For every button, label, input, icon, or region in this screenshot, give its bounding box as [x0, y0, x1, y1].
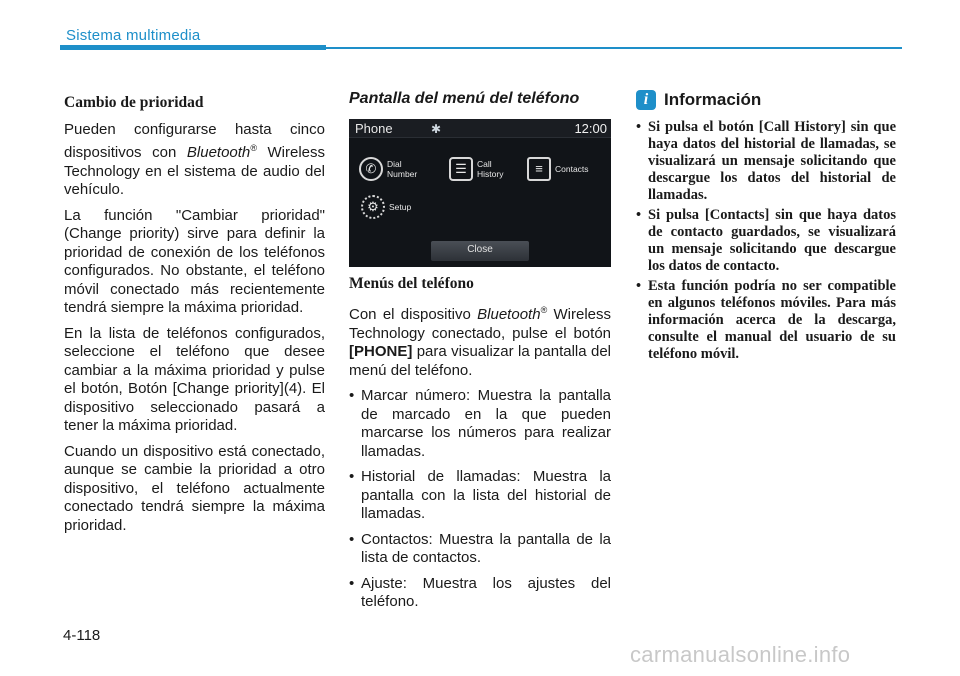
info-list	[636, 119, 896, 363]
list-item: • Contactos: Muestra la pantalla de la lista de contactos.	[349, 531, 611, 568]
list-item: • Si pulsa el botón [Call History] sin que haya datos del historial de llamadas, se visualizará un mensaje solicitando que descargue los datos del historial de llamadas.	[636, 119, 896, 204]
call-history-icon: ☰	[449, 157, 473, 181]
paragraph-1	[64, 121, 325, 200]
page-number: 4-118	[63, 627, 101, 644]
screen-status-bar	[349, 119, 611, 138]
paragraph-3: En la lista de teléfonos configurados, seleccione el teléfono que desee cambiar a la máxima prioridad y pulse el botón, Botón [Change priority](4). El dispositivo seleccionado pasará a tener la máxima prioridad.	[64, 324, 325, 434]
column-right	[636, 90, 896, 366]
screen-clock: 12:00	[574, 120, 607, 136]
column-left	[64, 90, 325, 542]
close-button: Close	[431, 241, 529, 261]
contacts-icon: ≡	[527, 157, 551, 181]
info-title: Información	[664, 89, 762, 109]
paragraph-4: Cuando un dispositivo está conectado, aunque se cambie la prioridad a otro dispositivo, el teléfono actualmente conectado tendrá siempre la máxima prioridad.	[64, 442, 325, 534]
info-header	[636, 90, 896, 110]
phone-key-label: [PHONE]	[349, 343, 413, 360]
section-header-title: Sistema multimedia	[66, 27, 201, 44]
bluetooth-icon: ✱	[431, 121, 442, 136]
call-history-button: ☰ Call History	[449, 157, 503, 181]
dial-number-button: ✆ Dial Number	[359, 157, 417, 181]
setup-button: ⚙ Setup	[361, 195, 411, 219]
text: Pueden configurarse hasta cinco dispositivos con	[64, 120, 325, 161]
text: Wireless Technology en el sistema de audio del vehículo.	[64, 144, 326, 198]
brand-bluetooth: Bluetooth®	[186, 143, 257, 161]
column-middle	[349, 90, 611, 619]
info-icon: i	[636, 90, 656, 110]
heading-menus-telefono: Menús del teléfono	[349, 274, 474, 292]
heading-cambio-prioridad: Cambio de prioridad	[64, 94, 204, 111]
paragraph-phone-menu: Con el dispositivo Bluetooth® Wireless Technology conectado, pulse el botón [PHONE] para visualizar la pantalla del menú del teléfono.	[349, 305, 611, 379]
gear-icon: ⚙	[361, 195, 385, 219]
brand-bluetooth: Bluetooth®	[477, 305, 548, 323]
phone-menu-screenshot	[349, 119, 611, 267]
list-item: • Si pulsa [Contacts] sin que haya datos de contacto guardados, se visualizará un mensaje solicitando que descargue los datos de contacto.	[636, 207, 896, 275]
list-item: • Esta función podría no ser compatible en algunos teléfonos móviles. Para más información acerca de la descarga, consulte el manual del usuario de su teléfono móvil.	[636, 278, 896, 363]
header-rule-thick	[60, 45, 326, 50]
header-rule-thin	[326, 47, 902, 49]
paragraph-2: La función "Cambiar prioridad" (Change priority) sirve para definir la prioridad de conexión de los teléfonos configurados. No obstante, el teléfono móvil conectado más recientemente tendrá siempre la máxima prioridad.	[64, 206, 325, 316]
watermark: carmanualsonline.info	[630, 642, 851, 667]
screen-title: Phone	[355, 120, 393, 136]
list-item: • Ajuste: Muestra los ajustes del teléfono.	[349, 575, 611, 612]
phone-menu-list	[349, 387, 611, 612]
list-item: • Historial de llamadas: Muestra la pantalla con la lista del historial de llamadas.	[349, 468, 611, 524]
heading-pantalla-menu: Pantalla del menú del teléfono	[349, 90, 580, 107]
phone-handset-icon: ✆	[359, 157, 383, 181]
list-item: • Marcar número: Muestra la pantalla de marcado en la que pueden marcarse los números para realizar llamadas.	[349, 387, 611, 461]
contacts-button: ≡ Contacts	[527, 157, 589, 181]
